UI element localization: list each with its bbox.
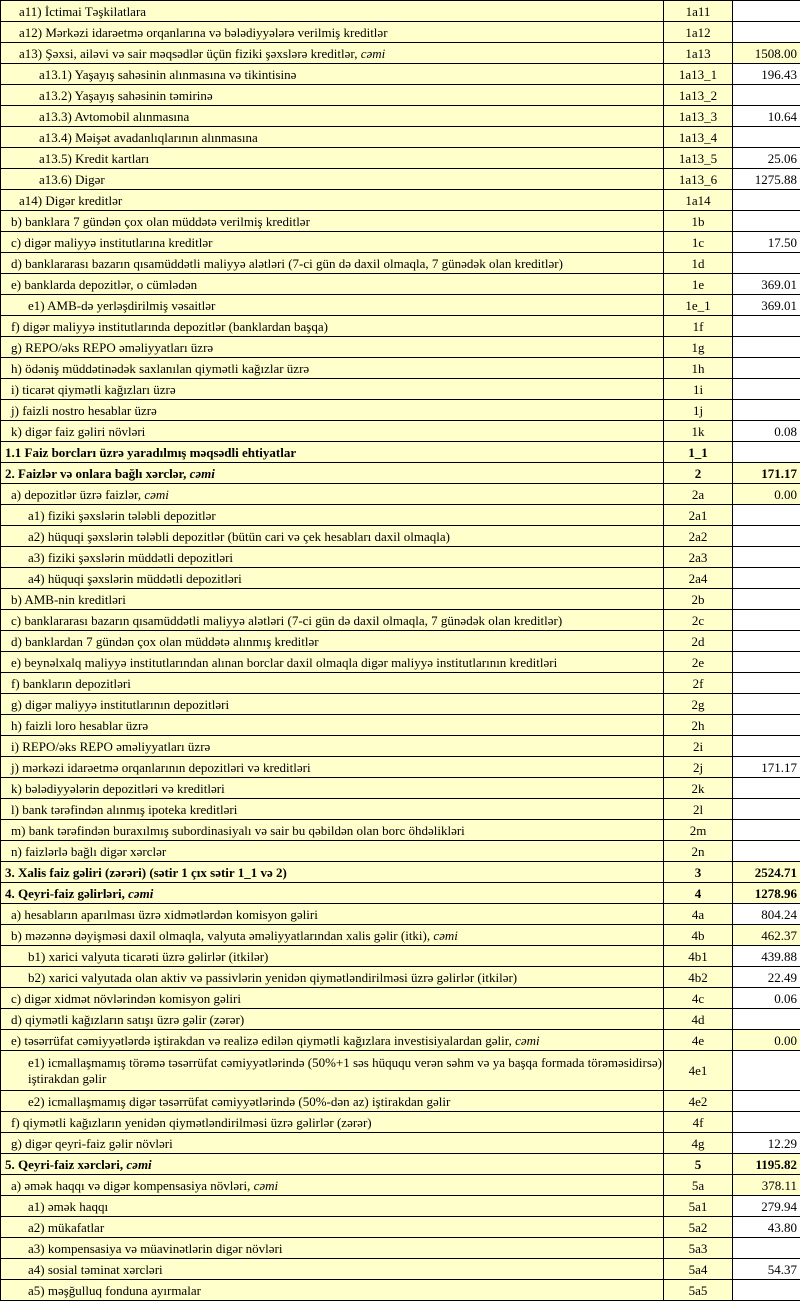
row-code: 1a13_6 [664,169,733,190]
row-code: 1d [664,253,733,274]
row-code: 5a2 [664,1217,733,1238]
row-code: 5a4 [664,1259,733,1280]
row-label: a3) kompensasiya və müavinətlərin digər növləri [1,1238,664,1259]
table-row [1,127,800,148]
row-label: a13.2) Yaşayış sahəsinin təmirinə [1,85,664,106]
row-value [733,1051,800,1091]
row-code: 4e1 [664,1051,733,1091]
row-code: 1a13_3 [664,106,733,127]
row-label: a3) fiziki şəxslərin müddətli depozitləri [1,547,664,568]
row-code: 2g [664,694,733,715]
row-code: 1h [664,358,733,379]
row-label: b) banklara 7 gündən çox olan müddətə verilmiş kreditlər [1,211,664,232]
row-value: 17.50 [733,232,800,253]
row-label: b) məzənnə dəyişməsi daxil olmaqla, valyuta əməliyyatlarından xalis gəlir (itki), cəmi [1,925,664,946]
table-row [1,211,800,232]
row-label: c) digər xidmət növlərindən komisyon gəliri [1,988,664,1009]
row-value [733,316,800,337]
table-row [1,148,800,169]
row-label: a13.3) Avtomobil alınmasına [1,106,664,127]
table-row [1,631,800,652]
row-code: 1a14 [664,190,733,211]
row-value [733,1,800,22]
row-code: 2m [664,820,733,841]
row-code: 1e [664,274,733,295]
row-code: 2a [664,484,733,505]
row-value: 43.80 [733,1217,800,1238]
table-row [1,883,800,904]
row-value [733,652,800,673]
row-code: 2a1 [664,505,733,526]
row-label: a14) Digər kreditlər [1,190,664,211]
row-label: e) beynəlxalq maliyyə institutlarından alınan borclar daxil olmaqla digər maliyyə institutlarının kreditləri [1,652,664,673]
row-label: c) banklararası bazarın qısamüddətli maliyyə alətləri (7-ci gün də daxil olmaqla, 7 günədək olan kreditlər) [1,610,664,631]
table-row [1,1154,800,1175]
table-row [1,505,800,526]
row-code: 1a13_1 [664,64,733,85]
row-code: 1j [664,400,733,421]
row-value [733,337,800,358]
row-code: 2b [664,589,733,610]
table-row [1,463,800,484]
row-value [733,715,800,736]
row-label: f) digər maliyyə institutlarında depozitlər (banklardan başqa) [1,316,664,337]
row-label: g) REPO/əks REPO əməliyyatları üzrə [1,337,664,358]
row-value: 1195.82 [733,1154,800,1175]
row-label: a1) əmək haqqı [1,1196,664,1217]
table-row [1,421,800,442]
table-row [1,526,800,547]
row-label: a4) sosial təminat xərcləri [1,1259,664,1280]
row-code: 4b1 [664,946,733,967]
row-label: n) faizlərlə bağlı digər xərclər [1,841,664,862]
row-label: 1.1 Faiz borcları üzrə yaradılmış məqsədli ehtiyatlar [1,442,664,463]
row-label: a12) Mərkəzi idarəetmə orqanlarına və bələdiyyələrə verilmiş kreditlər [1,22,664,43]
row-value [733,778,800,799]
row-label: e1) icmallaşmamış törəmə təsərrüfat cəmiyyətlərində (50%+1 səs hüququ verən səhm və ya başqa formada törəməsidirsə) iştirakdan gəlir [1,1051,664,1091]
row-code: 4b2 [664,967,733,988]
row-label: e1) AMB-də yerləşdirilmiş vəsaitlər [1,295,664,316]
row-code: 4d [664,1009,733,1030]
table-row [1,1133,800,1154]
table-row [1,925,800,946]
row-label: a4) hüquqi şəxslərin müddətli depozitləri [1,568,664,589]
row-code: 2a4 [664,568,733,589]
row-value: 279.94 [733,1196,800,1217]
table-row [1,106,800,127]
row-label: k) digər faiz gəliri növləri [1,421,664,442]
table-row [1,1259,800,1280]
table-row [1,1051,800,1091]
row-code: 2f [664,673,733,694]
table-row [1,1280,800,1301]
row-label: 4. Qeyri-faiz gəlirləri, cəmi [1,883,664,904]
row-label: a13.5) Kredit kartları [1,148,664,169]
row-code: 5a [664,1175,733,1196]
row-code: 2h [664,715,733,736]
row-label: i) ticarət qiymətli kağızları üzrə [1,379,664,400]
row-value [733,22,800,43]
row-value: 439.88 [733,946,800,967]
table-row [1,967,800,988]
row-code: 1a13_5 [664,148,733,169]
table-row [1,610,800,631]
row-code: 5a3 [664,1238,733,1259]
table-row [1,1112,800,1133]
label-cami-italic: cəmi [190,466,215,481]
row-value [733,1238,800,1259]
row-label: d) banklararası bazarın qısamüddətli maliyyə alətləri (7-ci gün də daxil olmaqla, 7 günədək olan kreditlər) [1,253,664,274]
report-table-body [1,1,800,1301]
row-code: 5 [664,1154,733,1175]
table-row [1,316,800,337]
row-value: 804.24 [733,904,800,925]
row-value: 10.64 [733,106,800,127]
table-row [1,64,800,85]
row-value [733,211,800,232]
row-value [733,505,800,526]
row-value [733,820,800,841]
table-row [1,736,800,757]
row-value [733,1112,800,1133]
row-label: e) təsərrüfat cəmiyyətlərdə iştirakdan və realizə edilən qiymətli kağızlara investisiyalardan gəlir, cəmi [1,1030,664,1051]
row-value: 0.08 [733,421,800,442]
table-row [1,694,800,715]
row-value [733,253,800,274]
row-code: 1e_1 [664,295,733,316]
row-label: f) bankların depozitləri [1,673,664,694]
table-row [1,568,800,589]
table-row [1,169,800,190]
row-value [733,1091,800,1112]
table-row [1,1030,800,1051]
row-code: 4 [664,883,733,904]
row-label: b) AMB-nin kreditləri [1,589,664,610]
row-code: 4c [664,988,733,1009]
table-row [1,778,800,799]
row-label: a11) İctimai Təşkilatlara [1,1,664,22]
table-row [1,253,800,274]
table-row [1,1,800,22]
row-label: a) əmək haqqı və digər kompensasiya növləri, cəmi [1,1175,664,1196]
row-label: k) bələdiyyələrin depozitləri və kreditləri [1,778,664,799]
row-value [733,547,800,568]
row-code: 2j [664,757,733,778]
row-code: 1f [664,316,733,337]
table-row [1,22,800,43]
row-code: 4f [664,1112,733,1133]
row-code: 2n [664,841,733,862]
row-label: a5) məşğulluq fonduna ayırmalar [1,1280,664,1301]
table-row [1,799,800,820]
row-label: d) qiymətli kağızların satışı üzrə gəlir (zərər) [1,1009,664,1030]
row-value: 369.01 [733,274,800,295]
row-label: e) banklarda depozitlər, o cümlədən [1,274,664,295]
row-value [733,736,800,757]
row-code: 1i [664,379,733,400]
row-value: 2524.71 [733,862,800,883]
row-code: 1_1 [664,442,733,463]
label-cami-italic: cəmi [144,487,169,502]
row-value [733,568,800,589]
table-row [1,400,800,421]
row-label: l) bank tərəfindən alınmış ipoteka kreditləri [1,799,664,820]
row-value [733,631,800,652]
table-row [1,862,800,883]
row-label: a2) mükafatlar [1,1217,664,1238]
row-code: 4e [664,1030,733,1051]
label-cami-italic: cəmi [126,1157,151,1172]
row-label: g) digər qeyri-faiz gəlir növləri [1,1133,664,1154]
row-code: 5a1 [664,1196,733,1217]
table-row [1,337,800,358]
row-code: 1a13_2 [664,85,733,106]
row-label: e2) icmallaşmamış digər təsərrüfat cəmiyyətlərində (50%-dən az) iştirakdan gəlir [1,1091,664,1112]
row-code: 1g [664,337,733,358]
row-label: a2) hüquqi şəxslərin tələbli depozitlər (bütün cari və çek hesabları daxil olmaqla) [1,526,664,547]
row-value: 378.11 [733,1175,800,1196]
table-row [1,295,800,316]
table-row [1,379,800,400]
table-row [1,358,800,379]
row-code: 2d [664,631,733,652]
row-value: 196.43 [733,64,800,85]
row-code: 2e [664,652,733,673]
row-label: a1) fiziki şəxslərin tələbli depozitlər [1,505,664,526]
label-cami-italic: cəmi [128,886,153,901]
row-label: j) faizli nostro hesablar üzrə [1,400,664,421]
row-value: 0.00 [733,484,800,505]
row-value [733,610,800,631]
table-row [1,1196,800,1217]
row-label: f) qiymətli kağızların yenidən qiymətləndirilməsi üzrə gəlirlər (zərər) [1,1112,664,1133]
row-code: 2a2 [664,526,733,547]
table-row [1,274,800,295]
row-value: 369.01 [733,295,800,316]
row-code: 2a3 [664,547,733,568]
table-row [1,988,800,1009]
row-code: 3 [664,862,733,883]
row-value [733,442,800,463]
row-label: g) digər maliyyə institutlarının depozitləri [1,694,664,715]
row-label: a) hesabların aparılması üzrə xidmətlərdən komisyon gəliri [1,904,664,925]
row-value [733,673,800,694]
row-value: 1275.88 [733,169,800,190]
row-value: 12.29 [733,1133,800,1154]
table-row [1,757,800,778]
row-value [733,799,800,820]
table-row [1,1009,800,1030]
row-code: 4a [664,904,733,925]
row-code: 1a12 [664,22,733,43]
row-value [733,526,800,547]
row-label: j) mərkəzi idarəetmə orqanlarının depozitləri və kreditləri [1,757,664,778]
row-value: 1278.96 [733,883,800,904]
row-label: a) depozitlər üzrə faizlər, cəmi [1,484,664,505]
row-label: h) ödəniş müddətinədək saxlanılan qiymətli kağızlar üzrə [1,358,664,379]
row-label: 2. Faizlər və onlara bağlı xərclər, cəmi [1,463,664,484]
row-label: 5. Qeyri-faiz xərcləri, cəmi [1,1154,664,1175]
row-code: 1k [664,421,733,442]
row-code: 2i [664,736,733,757]
table-row [1,652,800,673]
table-row [1,841,800,862]
row-label: m) bank tərəfindən buraxılmış subordinasiyalı və sair bu qəbildən olan borc öhdəlikləri [1,820,664,841]
table-row [1,1217,800,1238]
row-code: 2k [664,778,733,799]
row-code: 1a13 [664,43,733,64]
table-row [1,1238,800,1259]
label-cami-italic: cəmi [361,46,386,61]
table-row [1,547,800,568]
row-code: 2c [664,610,733,631]
table-row [1,904,800,925]
row-value [733,1009,800,1030]
row-label: d) banklardan 7 gündən çox olan müddətə alınmış kreditlər [1,631,664,652]
row-code: 1c [664,232,733,253]
table-row [1,673,800,694]
row-value [733,358,800,379]
row-value [733,1280,800,1301]
label-cami-italic: cəmi [254,1178,279,1193]
row-value [733,190,800,211]
row-label: b2) xarici valyutada olan aktiv və passivlərin yenidən qiymətləndirilməsi üzrə gəlirlər (itkilər) [1,967,664,988]
row-value: 54.37 [733,1259,800,1280]
row-code: 2 [664,463,733,484]
table-row [1,85,800,106]
row-value: 171.17 [733,463,800,484]
row-label: b1) xarici valyuta ticarəti üzrə gəlirlər (itkilər) [1,946,664,967]
table-row [1,442,800,463]
row-value: 0.06 [733,988,800,1009]
row-label: a13) Şəxsi, ailəvi və sair məqsədlər üçün fiziki şəxslərə kreditlər, cəmi [1,43,664,64]
row-value [733,400,800,421]
label-cami-italic: cəmi [515,1033,540,1048]
row-label: a13.1) Yaşayış sahəsinin alınmasına və tikintisinə [1,64,664,85]
row-value: 0.00 [733,1030,800,1051]
row-value [733,589,800,610]
row-label: i) REPO/əks REPO əməliyyatları üzrə [1,736,664,757]
table-row [1,1091,800,1112]
row-value [733,379,800,400]
row-code: 1a13_4 [664,127,733,148]
row-label: a13.6) Digər [1,169,664,190]
row-code: 2l [664,799,733,820]
row-value: 25.06 [733,148,800,169]
table-row [1,190,800,211]
row-value: 171.17 [733,757,800,778]
row-label: 3. Xalis faiz gəliri (zərəri) (sətir 1 çıx sətir 1_1 və 2) [1,862,664,883]
table-row [1,715,800,736]
row-label: a13.4) Məişət avadanlıqlarının alınmasına [1,127,664,148]
table-row [1,820,800,841]
row-value [733,841,800,862]
row-code: 5a5 [664,1280,733,1301]
table-row [1,484,800,505]
row-value [733,127,800,148]
table-row [1,589,800,610]
row-code: 4e2 [664,1091,733,1112]
row-label: h) faizli loro hesablar üzrə [1,715,664,736]
row-code: 1b [664,211,733,232]
row-code: 1a11 [664,1,733,22]
row-value [733,85,800,106]
table-row [1,946,800,967]
table-row [1,1175,800,1196]
row-label: c) digər maliyyə institutlarına kreditlər [1,232,664,253]
row-value: 462.37 [733,925,800,946]
row-code: 4g [664,1133,733,1154]
row-value: 1508.00 [733,43,800,64]
row-code: 4b [664,925,733,946]
row-value [733,694,800,715]
table-row [1,232,800,253]
table-row [1,43,800,64]
row-value: 22.49 [733,967,800,988]
label-cami-italic: cəmi [433,928,458,943]
